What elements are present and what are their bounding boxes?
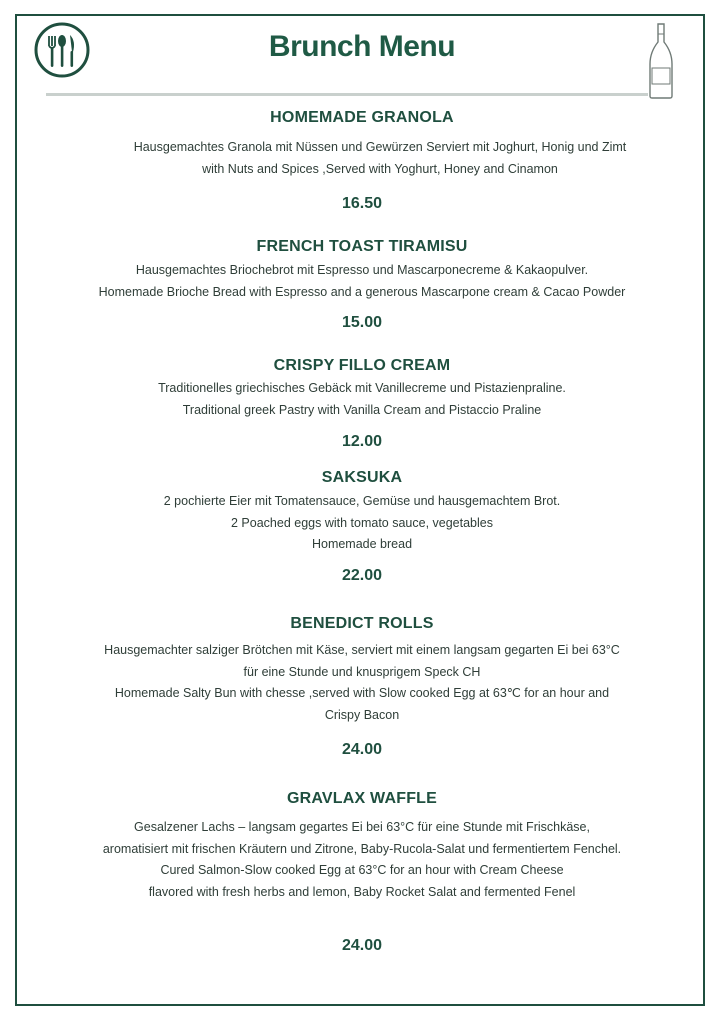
desc-line: Homemade Salty Bun with chesse ,served with Slow cooked Egg at 63℃ for an hour and <box>114 686 610 700</box>
item-price: 16.50 <box>341 195 383 212</box>
desc-line: für eine Stunde und knusprigem Speck CH <box>243 664 481 679</box>
item-description <box>18 137 724 180</box>
desc-line: Homemade bread <box>311 537 413 551</box>
item-price: 24.00 <box>341 741 383 758</box>
desc-line: Crispy Bacon <box>324 707 400 722</box>
page-title: Brunch Menu <box>268 30 456 63</box>
item-title: BENEDICT ROLLS <box>290 615 434 632</box>
item-title: GRAVLAX WAFFLE <box>286 790 438 807</box>
item-price: 22.00 <box>341 567 383 584</box>
desc-line: with Nuts and Spices ,Served with Yoghurt, Honey and Cinamon <box>202 161 558 176</box>
item-description <box>0 640 724 726</box>
item-title: CRISPY FILLO CREAM <box>273 357 451 374</box>
desc-line: Hausgemachtes Briochebrot mit Espresso und Mascarponecreme & Kakaopulver. <box>135 263 589 277</box>
item-price: 12.00 <box>341 433 383 450</box>
menu-item-fillo-cream <box>0 357 724 375</box>
menu-item-granola <box>0 109 724 127</box>
desc-line: aromatisiert mit frischen Kräutern und Zitrone, Baby-Rucola-Salat und fermentiertem Fenchel. <box>102 841 622 856</box>
desc-line: flavored with fresh herbs and lemon, Baby Rocket Salat and fermented Fenel <box>148 884 576 899</box>
desc-line: Traditionelles griechisches Gebäck mit Vanillecreme und Pistazienpraline. <box>158 381 566 395</box>
desc-line: Hausgemachter salziger Brötchen mit Käse, serviert mit einem langsam gegarten Ei bei 63°C <box>104 643 620 657</box>
bottle-icon <box>648 22 674 100</box>
item-title: HOMEMADE GRANOLA <box>270 109 454 126</box>
desc-line: Hausgemachtes Granola mit Nüssen und Gewürzen Serviert mit Joghurt, Honig und Zimt <box>133 140 627 154</box>
item-price: 15.00 <box>341 314 383 331</box>
title-divider <box>46 93 648 96</box>
desc-line: 2 pochierte Eier mit Tomatensauce, Gemüse und hausgemachtem Brot. <box>163 494 561 508</box>
item-description <box>0 260 724 303</box>
item-title: SAKSUKA <box>321 469 403 486</box>
menu-item-gravlax-waffle <box>0 790 724 808</box>
item-title: FRENCH TOAST TIRAMISU <box>256 238 468 255</box>
item-description <box>0 817 724 903</box>
desc-line: Homemade Brioche Bread with Espresso and a generous Mascarpone cream & Cacao Powder <box>98 284 626 299</box>
desc-line: Gesalzener Lachs – langsam gegartes Ei bei 63°C für eine Stunde mit Frischkäse, <box>134 820 590 834</box>
item-description <box>0 378 724 421</box>
item-price: 24.00 <box>341 937 383 954</box>
desc-line: 2 Poached eggs with tomato sauce, vegetables <box>231 515 493 530</box>
menu-item-benedict-rolls <box>0 615 724 633</box>
desc-line: Cured Salmon-Slow cooked Egg at 63°C for an hour with Cream Cheese <box>160 863 564 877</box>
item-description <box>0 491 724 556</box>
menu-item-french-toast <box>0 238 724 256</box>
desc-line: Traditional greek Pastry with Vanilla Cream and Pistaccio Praline <box>182 402 542 417</box>
menu-item-saksuka <box>0 469 724 487</box>
